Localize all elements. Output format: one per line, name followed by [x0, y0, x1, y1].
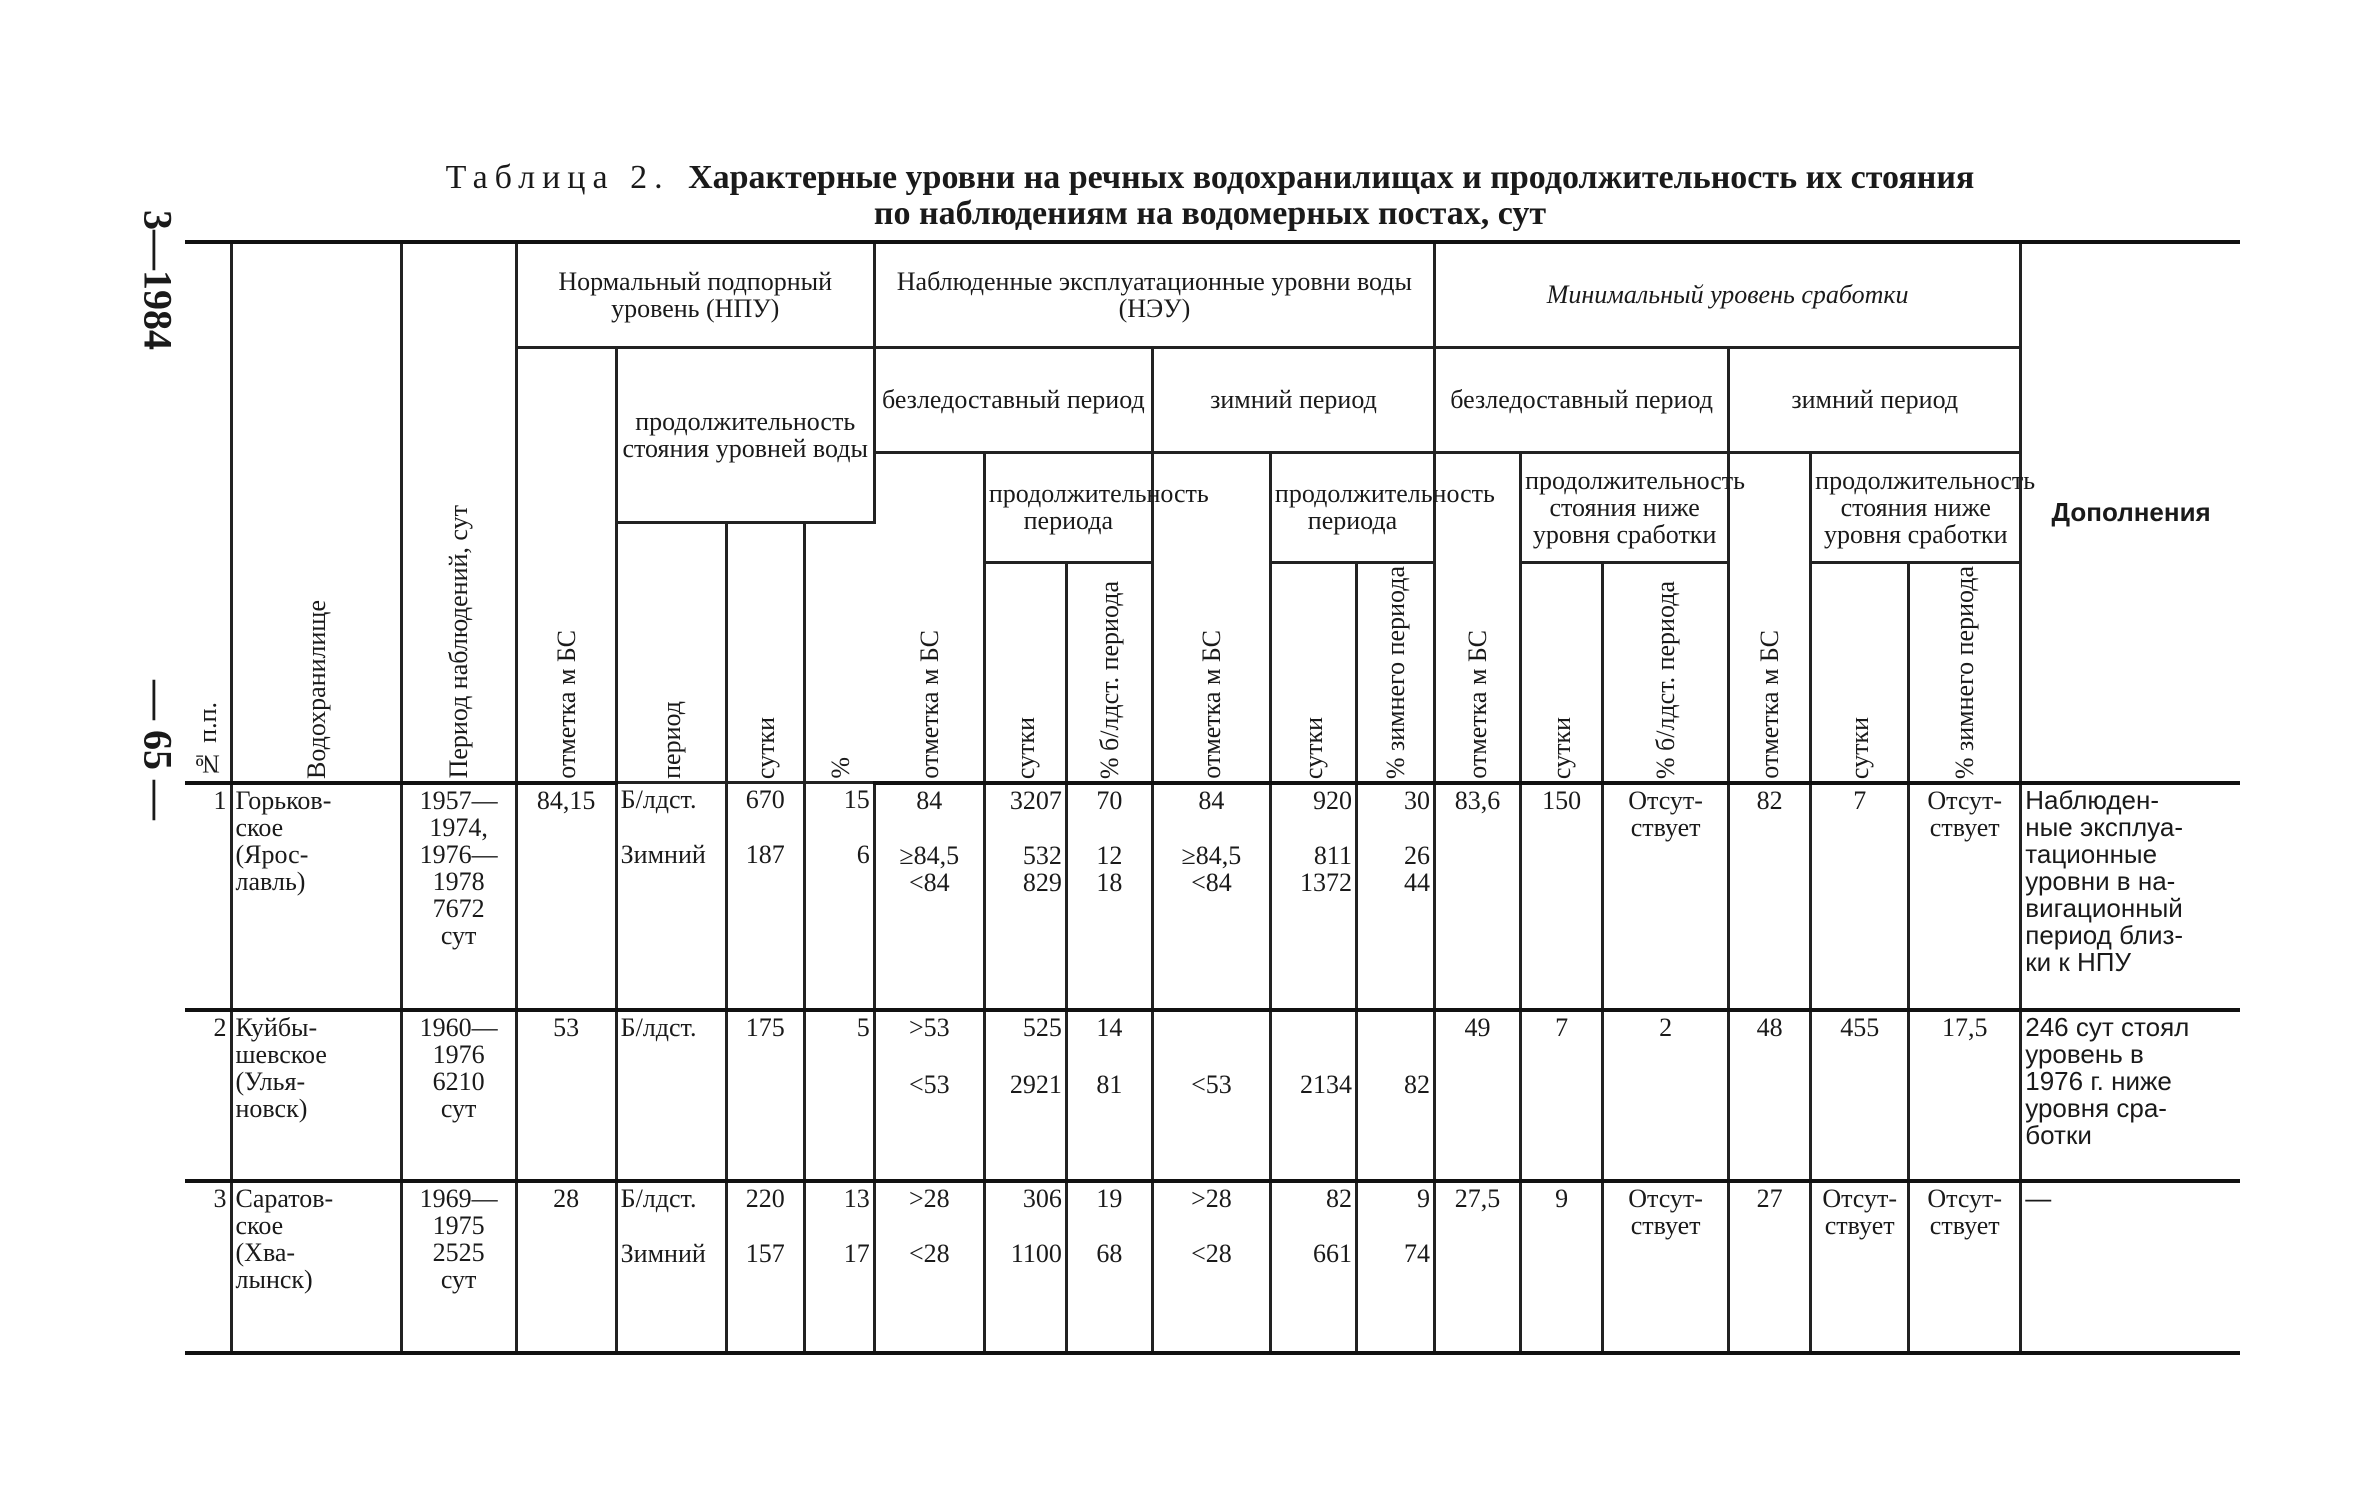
- cell-notes: [2021, 1010, 2240, 1182]
- cell-notes-line: уровни в на-: [2025, 865, 2176, 896]
- cell-min-if-mark-line: 49: [1464, 1012, 1491, 1042]
- cell-min-w-pct-line: Отсут-: [1927, 1184, 2003, 1214]
- cell-neu-w-pct: [1356, 1010, 1434, 1182]
- cell-npu-days-line: 220: [745, 1184, 785, 1214]
- cell-min-w-mark-line: 48: [1756, 1012, 1783, 1042]
- table-title-lead: Таблица 2.: [445, 159, 670, 196]
- cell-min-w-pct: [1909, 1181, 2021, 1353]
- cell-notes-line: ки к НПУ: [2025, 946, 2131, 977]
- cell-npu-pct-line: 17: [843, 1239, 870, 1269]
- cell-period-line: 1969—: [419, 1184, 498, 1214]
- cell-npu-days: [726, 1181, 804, 1353]
- cell-neu-w-days: [1270, 783, 1356, 1010]
- cell-neu-w-mark-line: 84: [1198, 785, 1225, 815]
- cell-period-line: сут: [440, 1265, 477, 1295]
- col-min-if-mark: отметка м БС: [1435, 452, 1521, 783]
- cell-period-line: 1957—: [419, 785, 498, 815]
- cell-npu-days-line: 187: [745, 840, 785, 870]
- page-number: — 65 —: [135, 680, 181, 820]
- cell-npu-pct-line: 13: [843, 1184, 870, 1214]
- cell-num-line: 3: [213, 1184, 227, 1214]
- cell-notes-line: —: [2025, 1183, 2052, 1214]
- cell-neu-if-mark-line: >28: [908, 1184, 950, 1214]
- cell-notes-line: период близ-: [2025, 919, 2184, 950]
- col-neu-w-days: сутки: [1270, 562, 1356, 783]
- cell-neu-w-days-line: 82: [1325, 1184, 1352, 1214]
- table-title-line1: Характерные уровни на речных водохранилищах и продолжительность их стояния: [688, 159, 1975, 196]
- cell-min-if-pct: [1603, 783, 1729, 1010]
- cell-npu-period-line: Б/лдст.: [620, 1012, 697, 1042]
- cell-min-if-pct-line: Отсут-: [1628, 1184, 1703, 1214]
- cell-reservoir-line: (Ярос-: [235, 839, 309, 869]
- cell-period-line: сут: [440, 1093, 477, 1123]
- cell-period-line: 1974,: [429, 812, 488, 842]
- col-neu-if-pct: % б/лдст. периода: [1066, 562, 1152, 783]
- cell-num-line: 2: [213, 1012, 227, 1042]
- cell-notes-line: Наблюден-: [2025, 784, 2159, 815]
- cell-min-w-days-line: 7: [1853, 785, 1867, 815]
- cell-neu-if-mark-line: 84: [916, 785, 943, 815]
- cell-neu-if-days-line: 306: [1022, 1184, 1062, 1214]
- cell-min-if-mark-line: 27,5: [1454, 1184, 1501, 1214]
- cell-npu-mark-line: 84,15: [536, 785, 596, 815]
- cell-min-w-pct-line: ствует: [1929, 812, 2000, 842]
- cell-neu-w-days-line: [1275, 1014, 1352, 1041]
- cell-min-w-mark-line: 82: [1756, 785, 1783, 815]
- cell-reservoir-line: лавль): [235, 866, 306, 896]
- cell-notes-line: 246 сут стоял: [2025, 1011, 2190, 1042]
- cell-min-w-days: [1811, 1181, 1909, 1353]
- col-neu-if-mark: отметка м БС: [874, 452, 984, 783]
- col-neu-w-mark: отметка м БС: [1152, 452, 1270, 783]
- cell-period-line: сут: [440, 920, 477, 950]
- cell-period-line: 1976—: [419, 839, 498, 869]
- cell-min-w-days: [1811, 783, 1909, 1010]
- col-neu-w-pct: % зимнего периода: [1356, 562, 1434, 783]
- table-row: [185, 1010, 2240, 1182]
- cell-neu-if-mark-line: ≥84,5: [899, 840, 960, 870]
- cell-notes-line: вигационный: [2025, 892, 2183, 923]
- cell-neu-w-mark-line: <84: [1191, 867, 1232, 897]
- cell-min-if-pct: [1603, 1010, 1729, 1182]
- cell-min-if-pct: [1603, 1181, 1729, 1353]
- col-neu-if-days: сутки: [984, 562, 1066, 783]
- col-period-obs: Период наблюдений, сут: [401, 242, 516, 783]
- group-neu-icefree: безледоставный период: [874, 347, 1152, 452]
- cell-neu-w-pct-line: 9: [1417, 1184, 1431, 1214]
- cell-neu-w-mark-line: ≥84,5: [1181, 840, 1242, 870]
- col-num: № п.п.: [185, 242, 231, 783]
- cell-npu-pct-line: 6: [856, 840, 870, 870]
- cell-neu-if-pct: [1066, 1010, 1152, 1182]
- cell-npu-mark: [516, 1010, 616, 1182]
- cell-period-line: 1975: [432, 1211, 485, 1241]
- cell-reservoir-line: Горьков-: [235, 785, 332, 815]
- cell-min-if-pct-line: Отсут-: [1628, 785, 1703, 815]
- cell-npu-pct: [804, 1181, 874, 1353]
- cell-min-if-days: [1521, 1010, 1603, 1182]
- cell-min-if-days-line: 9: [1555, 1184, 1569, 1214]
- cell-min-if-mark: [1435, 1010, 1521, 1182]
- cell-npu-period: [616, 1181, 726, 1353]
- cell-notes-line: 1976 г. ниже: [2025, 1065, 2172, 1096]
- cell-period-line: 2525: [432, 1238, 485, 1268]
- group-neu: Наблюденные эксплуатационные уровни воды (НЭУ): [874, 242, 1434, 347]
- group-neu-w-duration: продолжительность периода: [1270, 452, 1434, 562]
- cell-neu-w-days-line: 811: [1313, 840, 1352, 870]
- cell-notes-line: ботки: [2025, 1119, 2092, 1150]
- cell-neu-w-mark-line: >28: [1191, 1184, 1232, 1214]
- cell-min-w-mark: [1729, 783, 1811, 1010]
- cell-neu-if-days: [984, 783, 1066, 1010]
- cell-min-if-pct-line: ствует: [1630, 1211, 1701, 1241]
- cell-reservoir-line: лынск): [235, 1265, 313, 1295]
- cell-neu-w-days-line: 2134: [1299, 1069, 1352, 1099]
- cell-min-if-mark: [1435, 783, 1521, 1010]
- cell-neu-if-mark: [874, 783, 984, 1010]
- cell-neu-if-mark: [874, 1010, 984, 1182]
- sheet-code: 3—1984: [135, 210, 181, 350]
- cell-neu-if-days-line: 532: [1022, 840, 1062, 870]
- cell-neu-if-mark-line: >53: [908, 1012, 950, 1042]
- cell-reservoir-line: (Хва-: [235, 1238, 296, 1268]
- cell-reservoir: [231, 783, 401, 1010]
- cell-min-w-mark: [1729, 1010, 1811, 1182]
- cell-neu-if-pct-line: 18: [1096, 867, 1123, 897]
- cell-num: [185, 783, 231, 1010]
- table-title: [380, 160, 2040, 232]
- col-npu-mark: отметка м БС: [516, 347, 616, 783]
- cell-reservoir-line: шевское: [235, 1039, 327, 1069]
- col-notes: Дополнения: [2021, 242, 2240, 783]
- cell-reservoir-line: Саратов-: [235, 1184, 334, 1214]
- table-title-line2: по наблюдениям на водомерных постах, сут: [873, 195, 1547, 232]
- cell-neu-if-days-line: 3207: [1009, 785, 1062, 815]
- cell-neu-w-pct-line: 26: [1404, 840, 1431, 870]
- levels-table: [185, 240, 2240, 1355]
- col-min-w-mark: отметка м БС: [1729, 452, 1811, 783]
- cell-npu-period: [616, 1010, 726, 1182]
- col-min-if-days: сутки: [1521, 562, 1603, 783]
- cell-min-w-mark: [1729, 1181, 1811, 1353]
- cell-min-w-pct: [1909, 1010, 2021, 1182]
- cell-min-w-pct: [1909, 783, 2021, 1010]
- cell-period: [401, 1181, 516, 1353]
- cell-notes: [2021, 783, 2240, 1010]
- cell-neu-w-pct-line: [1361, 1014, 1430, 1041]
- cell-neu-w-mark: [1152, 783, 1270, 1010]
- cell-reservoir-line: (Улья-: [235, 1066, 306, 1096]
- cell-npu-pct: [804, 783, 874, 1010]
- cell-min-if-pct-line: 2: [1659, 1012, 1673, 1042]
- cell-reservoir-line: Куйбы-: [235, 1012, 318, 1042]
- cell-min-if-mark: [1435, 1181, 1521, 1353]
- cell-num: [185, 1010, 231, 1182]
- cell-period-line: 1960—: [419, 1012, 498, 1042]
- cell-neu-w-days-line: 920: [1312, 785, 1352, 815]
- col-npu-period: период: [616, 522, 726, 783]
- cell-min-w-pct-line: 17,5: [1941, 1012, 1988, 1042]
- cell-period-line: 7672: [432, 893, 485, 923]
- cell-min-if-days-line: 7: [1555, 1012, 1569, 1042]
- cell-npu-pct-line: 15: [843, 785, 870, 815]
- group-npu-duration: продолжительность стояния уровней воды: [616, 347, 874, 522]
- cell-neu-w-days: [1270, 1010, 1356, 1182]
- cell-neu-w-pct-line: 30: [1404, 785, 1431, 815]
- cell-neu-w-pct-line: 82: [1404, 1069, 1431, 1099]
- cell-reservoir: [231, 1010, 401, 1182]
- cell-neu-w-days-line: 661: [1312, 1239, 1352, 1269]
- cell-min-w-pct-line: Отсут-: [1927, 785, 2003, 815]
- cell-npu-days-line: 670: [745, 785, 785, 815]
- cell-neu-if-days-line: 525: [1022, 1012, 1062, 1042]
- cell-npu-days-line: 175: [745, 1012, 785, 1042]
- cell-reservoir-line: ское: [235, 812, 284, 842]
- cell-neu-w-pct-line: 44: [1404, 867, 1431, 897]
- cell-min-w-days-line: Отсут-: [1822, 1184, 1898, 1214]
- cell-num-line: 1: [213, 785, 227, 815]
- cell-neu-if-days: [984, 1181, 1066, 1353]
- cell-period: [401, 783, 516, 1010]
- cell-npu-days: [726, 783, 804, 1010]
- cell-npu-pct: [804, 1010, 874, 1182]
- cell-neu-w-pct-line: 74: [1404, 1239, 1431, 1269]
- col-min-if-pct: % б/лдст. периода: [1603, 562, 1729, 783]
- cell-neu-w-days-line: 1372: [1299, 867, 1352, 897]
- cell-min-w-mark-line: 27: [1756, 1184, 1783, 1214]
- col-npu-pct: %: [804, 522, 874, 783]
- col-reservoir: Водохранилище: [231, 242, 401, 783]
- group-min-icefree: безледоставный период: [1435, 347, 1729, 452]
- col-min-w-pct: % зимнего периода: [1909, 562, 2021, 783]
- cell-min-if-days: [1521, 783, 1603, 1010]
- cell-notes: [2021, 1181, 2240, 1353]
- col-min-w-days: сутки: [1811, 562, 1909, 783]
- group-npu: Нормальный подпорный уровень (НПУ): [516, 242, 874, 347]
- cell-period-line: 6210: [432, 1066, 485, 1096]
- cell-neu-if-mark: [874, 1181, 984, 1353]
- cell-neu-if-pct-line: 81: [1096, 1069, 1123, 1099]
- cell-neu-w-mark: [1152, 1010, 1270, 1182]
- cell-neu-if-pct: [1066, 783, 1152, 1010]
- cell-npu-mark-line: 28: [553, 1184, 580, 1214]
- cell-neu-if-pct-line: 68: [1096, 1239, 1123, 1269]
- cell-min-w-days-line: 455: [1840, 1012, 1880, 1042]
- cell-npu-period-line: Зимний: [620, 1239, 706, 1269]
- cell-period-line: 1976: [432, 1039, 485, 1069]
- cell-neu-if-days-line: 2921: [1009, 1069, 1062, 1099]
- cell-reservoir-line: ское: [235, 1211, 284, 1241]
- group-min: Минимальный уровень сработки: [1435, 242, 2021, 347]
- cell-min-if-pct-line: ствует: [1630, 812, 1701, 842]
- cell-period-line: 1978: [432, 866, 485, 896]
- cell-npu-period-line: Б/лдст.: [620, 785, 697, 815]
- cell-reservoir-line: новск): [235, 1093, 308, 1123]
- cell-min-w-days: [1811, 1010, 1909, 1182]
- cell-notes-line: уровня сра-: [2025, 1092, 2167, 1123]
- cell-period: [401, 1010, 516, 1182]
- cell-neu-w-pct: [1356, 783, 1434, 1010]
- cell-npu-days: [726, 1010, 804, 1182]
- cell-neu-if-pct-line: 14: [1096, 1012, 1123, 1042]
- cell-npu-period-line: Б/лдст.: [620, 1184, 697, 1214]
- cell-notes-line: уровень в: [2025, 1038, 2144, 1069]
- cell-min-w-pct-line: ствует: [1929, 1211, 2000, 1241]
- cell-neu-if-days-line: 829: [1022, 867, 1062, 897]
- group-min-w-duration: продолжительность стояния ниже уровня сработки: [1811, 452, 2021, 562]
- group-neu-winter: зимний период: [1152, 347, 1434, 452]
- cell-neu-if-days: [984, 1010, 1066, 1182]
- cell-npu-mark: [516, 783, 616, 1010]
- cell-min-if-days-line: 150: [1542, 785, 1582, 815]
- cell-min-w-days-line: ствует: [1824, 1211, 1895, 1241]
- cell-npu-pct-line: 5: [856, 1012, 870, 1042]
- cell-neu-w-mark-line: [1157, 1014, 1266, 1041]
- cell-min-if-mark-line: 83,6: [1454, 785, 1501, 815]
- cell-neu-w-mark-line: <28: [1191, 1239, 1232, 1269]
- cell-neu-if-mark-line: <53: [908, 1069, 950, 1099]
- cell-notes-line: ные эксплуа-: [2025, 811, 2184, 842]
- cell-neu-w-mark-line: <53: [1191, 1069, 1232, 1099]
- cell-neu-if-pct-line: 70: [1096, 785, 1123, 815]
- cell-neu-if-pct: [1066, 1181, 1152, 1353]
- cell-neu-w-mark: [1152, 1181, 1270, 1353]
- group-min-winter: зимний период: [1729, 347, 2021, 452]
- cell-neu-if-mark-line: <84: [908, 867, 950, 897]
- cell-num: [185, 1181, 231, 1353]
- cell-npu-period-line: Зимний: [620, 840, 706, 870]
- cell-npu-period: [616, 783, 726, 1010]
- group-neu-if-duration: продолжительность периода: [984, 452, 1152, 562]
- group-min-if-duration: продолжительность стояния ниже уровня сработки: [1521, 452, 1729, 562]
- cell-neu-if-mark-line: <28: [908, 1239, 950, 1269]
- cell-neu-w-days: [1270, 1181, 1356, 1353]
- cell-npu-days-line: 157: [745, 1239, 785, 1269]
- table-row: [185, 783, 2240, 1010]
- cell-neu-w-pct: [1356, 1181, 1434, 1353]
- cell-npu-mark-line: 53: [553, 1012, 580, 1042]
- cell-reservoir: [231, 1181, 401, 1353]
- col-npu-days: сутки: [726, 522, 804, 783]
- cell-neu-if-pct-line: 19: [1096, 1184, 1123, 1214]
- cell-npu-mark: [516, 1181, 616, 1353]
- cell-neu-if-days-line: 1100: [1010, 1239, 1062, 1269]
- cell-neu-if-pct-line: 12: [1096, 840, 1123, 870]
- table-row: [185, 1181, 2240, 1353]
- cell-min-if-days: [1521, 1181, 1603, 1353]
- cell-notes-line: тационные: [2025, 838, 2158, 869]
